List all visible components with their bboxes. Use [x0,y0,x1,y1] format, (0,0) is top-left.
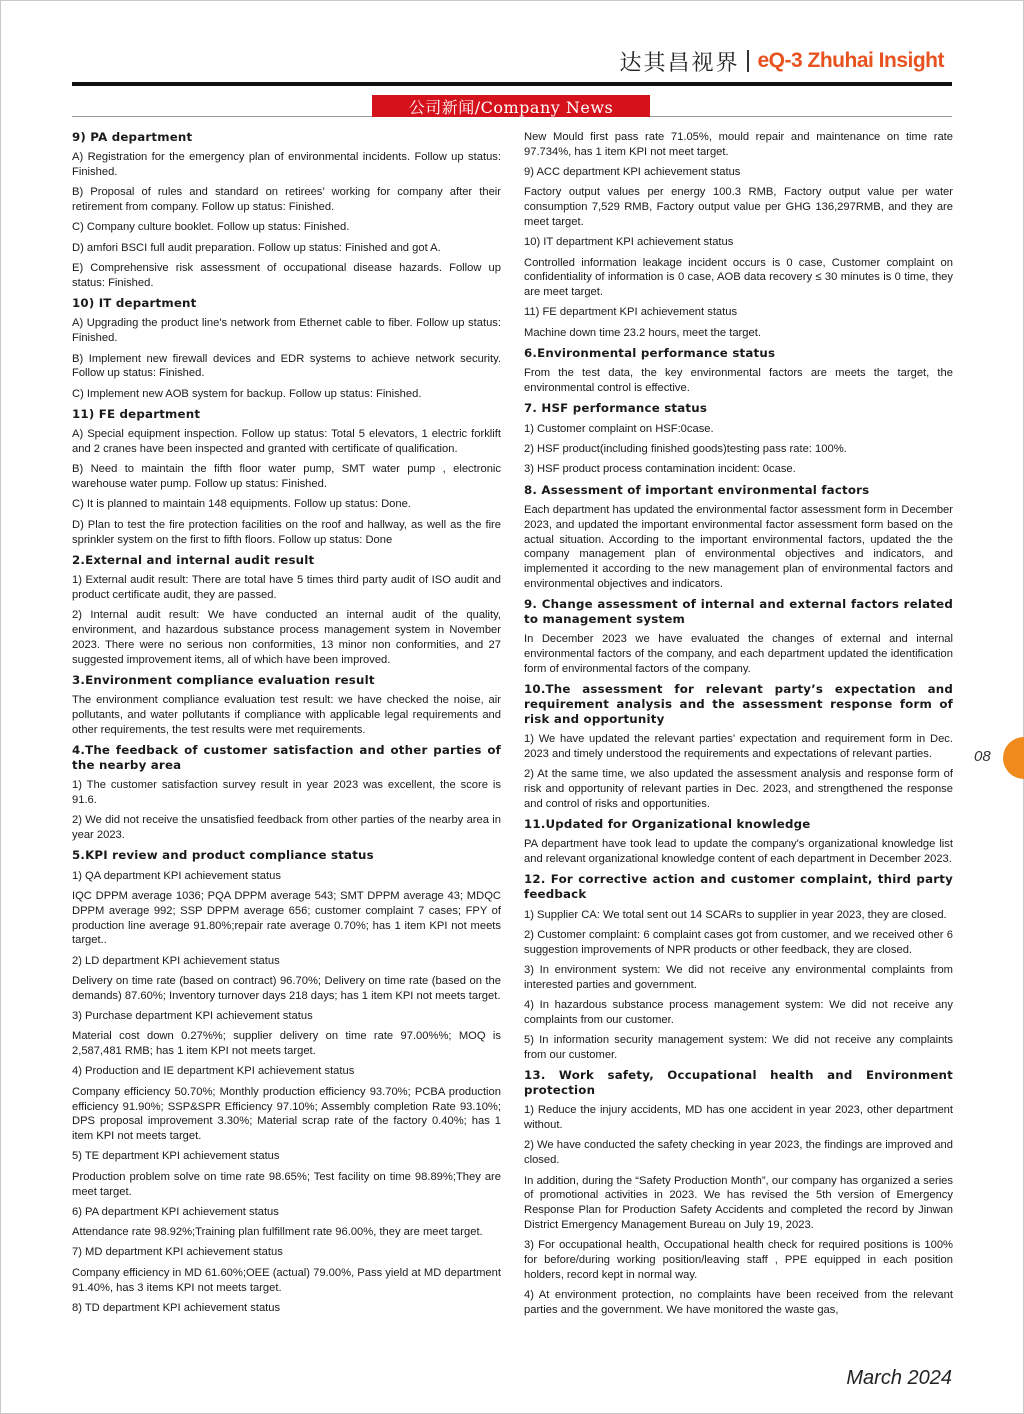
paragraph: 2) At the same time, we also updated the assessment analysis and response form of risk and opportunity of relevant parties in Dec. 2023, and strengthened the response and control of risks and opportunities. [524,768,953,810]
paragraph: 1) We have updated the relevant parties’ expectation and requirement form in Dec. 2023 and timely understood the requirements and expectations of relevant parties. [524,733,953,760]
paragraph: A) Upgrading the product line's network from Ethernet cable to fiber. Follow up status: Finished. [72,317,501,345]
section-heading: 2.External and internal audit result [72,552,315,567]
paragraph: C) Implement new AOB system for backup. Follow up status: Finished. [72,387,422,400]
paragraph: 1) Supplier CA: We total sent out 14 SCARs to supplier in year 2023, they are closed. [524,908,947,921]
paragraph: 5) TE department KPI achievement status [72,1150,280,1163]
paragraph: 4) At environment protection, no complaints have been received from the relevant parties and the government. We have monitored the waste gas, [524,1289,953,1316]
page-number: 08 [974,748,991,765]
paragraph: 3) Purchase department KPI achievement status [72,1010,313,1023]
paragraph: 9) ACC department KPI achievement status [524,166,741,179]
section-heading: 4.The feedback of customer satisfaction and other parties of the nearby area [72,743,501,772]
header-rule [72,82,952,86]
brand-chinese-name: 达其昌视界 [619,50,740,76]
paragraph: 2) We did not receive the unsatisfied feedback from other parties of the nearby area in year 2023. [72,814,501,842]
paragraph: A) Special equipment inspection. Follow up status: Total 5 elevators, 1 electric forklift and 2 cranes have been inspected and granted with certificate of qualification. [72,428,501,456]
paragraph: Production problem solve on time rate 98.65%; Test facility on time 98.89%;They are meet target. [72,1170,501,1198]
paragraph: The environment compliance evaluation test result: we have checked the noise, air pollutants, and water pollutants if compliance with applicable legal requirements and other requirements, the test results were met requirements. [72,694,501,736]
paragraph: 3) HSF product process contamination incident: 0case. [524,463,796,476]
paragraph: 6) PA department KPI achievement status [72,1205,279,1218]
paragraph: In December 2023 we have evaluated the changes of external and internal environmental factors of the company, and each department updated the identification form of environmental factors of the company. [524,633,953,675]
paragraph: Delivery on time rate (based on contract) 96.70%; Delivery on time rate (based on the demands) 87.60%; Inventory turnover days 218 days; has 1 item KPI not meets target. [72,974,501,1002]
paragraph: 2) Internal audit result: We have conducted an internal audit of the quality, environment, and hazardous substance process management system in November 2023. There were no serious non conformities, 13 minor non conformities, and 27 suggested improvement items, all of which have been improved. [72,609,501,666]
paragraph: 2) HSF product(including finished goods)testing pass rate: 100%. [524,443,847,456]
paragraph: E) Comprehensive risk assessment of occupational disease hazards. Follow up status: Finished. [72,262,501,289]
section-heading: 8. Assessment of important environmental factors [524,482,870,497]
paragraph: 4) Production and IE department KPI achievement status [72,1065,355,1078]
paragraph: 1) QA department KPI achievement status [72,869,281,882]
issue-date: March 2024 [846,1367,952,1389]
paragraph: In addition, during the “Safety Production Month”, our company has organized a series of promotional activities in 2023. We has revised the 5th version of Emergency Response Plan for Production Safety Accidents and completed the record by Jinwan District Emergency Management Bureau on July 19, 2023. [524,1174,953,1231]
paragraph: 1) External audit result: There are total have 5 times third party audit of ISO audit and product certificate audit, they are passed. [72,574,501,601]
paragraph: Each department has updated the environmental factor assessment form in December 2023, and updated the important environmental factor assessment form based on the actual situation. According to the important environmental factors, updated the the company management plan of environmental objectives and indicators, and implemented it according to the new management plan of environmental factors and environmental objectives and indicators. [524,503,953,590]
paragraph: Company efficiency 50.70%; Monthly production efficiency 93.70%; PCBA production efficiency 91.90%; SSP&SPR Efficiency 97.10%; Assembly completion Rate 93.10%; DPS proposal improvement 3.30%; Material scrap rate of the factory 0.40%; has 1 item KPI not meets target. [72,1085,501,1143]
paragraph: C) Company culture booklet. Follow up status: Finished. [72,221,350,234]
brand-english-name: eQ-3 Zhuhai Insight [757,49,944,72]
section-heading: 6.Environmental performance status [524,346,776,361]
paragraph: PA department have took lead to update the company's organizational knowledge list and relevant organizational knowledge content of each department in December 2023. [524,838,953,866]
section-heading: 9. Change assessment of internal and external factors related to management system [524,597,953,627]
section-heading: 11) FE department [72,406,201,421]
paragraph: 1) Reduce the injury accidents, MD has one accident in year 2023, other department without. [524,1104,953,1132]
left-column [72,130,501,1321]
paragraph: Machine down time 23.2 hours, meet the target. [524,326,761,339]
paragraph: Controlled information leakage incident occurs is 0 case, Customer complaint on confidentiality of information is 0 case, AOB data recovery ≤ 30 minutes is 0 time, they are meet target. [524,256,953,299]
section-heading: 10.The assessment for relevant party’s expectation and requirement analysis and the assessment response form of risk and opportunity [524,682,953,726]
paragraph: 5) In information security management system: We did not receive any complaints from our customer. [524,1034,953,1061]
section-heading: 9) PA department [72,130,193,144]
paragraph: B) Proposal of rules and standard on retirees’ working for company after their retirement from company. Follow up status: Finished. [72,186,501,214]
brand-header [619,44,944,78]
paragraph: Attendance rate 98.92%;Training plan fulfillment rate 96.00%, they are meet target. [72,1226,483,1239]
paragraph: 1) Customer complaint on HSF:0case. [524,422,714,435]
paragraph: D) amfori BSCI full audit preparation. Follow up status: Finished and got A. [72,241,441,254]
section-title: 公司新闻/Company News [372,95,650,117]
paragraph: 7) MD department KPI achievement status [72,1246,283,1259]
right-column [524,130,953,1323]
paragraph: 4) In hazardous substance process management system: We did not receive any complaints from our customer. [524,999,953,1026]
section-heading: 5.KPI review and product compliance status [72,848,374,863]
paragraph: 2) We have conducted the safety checking in year 2023, the findings are improved and closed. [524,1139,953,1167]
paragraph: C) It is planned to maintain 148 equipments. Follow up status: Done. [72,498,411,511]
paragraph: 3) In environment system: We did not receive any environmental complaints from interested parties and government. [524,963,953,991]
paragraph: 11) FE department KPI achievement status [524,306,738,319]
paragraph: D) Plan to test the fire protection facilities on the roof and hallway, as well as the fire sprinkler system on the first to fifth floors. Follow up status: Done [72,518,501,546]
paragraph: Material cost down 0.27%%; supplier delivery on time rate 97.00%%; MOQ is 2,587,481 RMB; has 1 item KPI not meets target. [72,1030,501,1058]
paragraph: 3) For occupational health, Occupational health check for required positions is 100% for before/during working position/leaving staff , PPE equipped in each position holders, record kept in normal way. [524,1239,953,1281]
section-heading: 10) IT department [72,296,197,311]
paragraph: A) Registration for the emergency plan of environmental incidents. Follow up status: Finished. [72,151,501,179]
section-heading: 7. HSF performance status [524,401,708,416]
paragraph: New Mould first pass rate 71.05%, mould repair and maintenance on time rate 97.734%, has 1 item KPI not meet target. [524,131,953,158]
paragraph: B) Need to maintain the fifth floor water pump, SMT water pump , electronic warehouse water pump. Follow up status: Finished. [72,463,501,491]
paragraph: Factory output values per energy 100.3 RMB, Factory output value per water consumption 7,529 RMB, Factory output value per GHG 136,297RMB, and they are meet target. [524,186,953,228]
paragraph: 10) IT department KPI achievement status [524,236,734,249]
paragraph: Company efficiency in MD 61.60%;OEE (actual) 79.00%, Pass yield at MD department 91.40%, has 3 items KPI not meets target. [72,1266,501,1294]
section-heading: 3.Environment compliance evaluation result [72,672,375,687]
paragraph: From the test data, the key environmental factors are meets the target, the environmental control is effective. [524,367,953,395]
section-heading: 11.Updated for Organizational knowledge [524,817,811,832]
paragraph: 8) TD department KPI achievement status [72,1301,281,1314]
brand-separator [747,50,749,72]
section-heading: 12. For corrective action and customer complaint, third party feedback [524,872,953,902]
paragraph: B) Implement new firewall devices and EDR systems to achieve network security. Follow up status: Finished. [72,352,501,380]
paragraph: 2) Customer complaint: 6 complaint cases got from customer, and we received other 6 suggestion improvements of NPR products or other feedback, they are closed. [524,928,953,956]
paragraph: 2) LD department KPI achievement status [72,954,280,967]
paragraph: 1) The customer satisfaction survey result in year 2023 was excellent, the score is 91.6. [72,779,501,806]
paragraph: IQC DPPM average 1036; PQA DPPM average 543; SMT DPPM average 43; MDQC DPPM average 992; SSP DPPM average 656; customer complaint 7 cases; FPY of production line average 91.80%;repair rate average 0.70%; has 1 item KPI not meets target.. [72,889,501,947]
section-heading: 13. Work safety, Occupational health and Environment protection [524,1068,953,1098]
